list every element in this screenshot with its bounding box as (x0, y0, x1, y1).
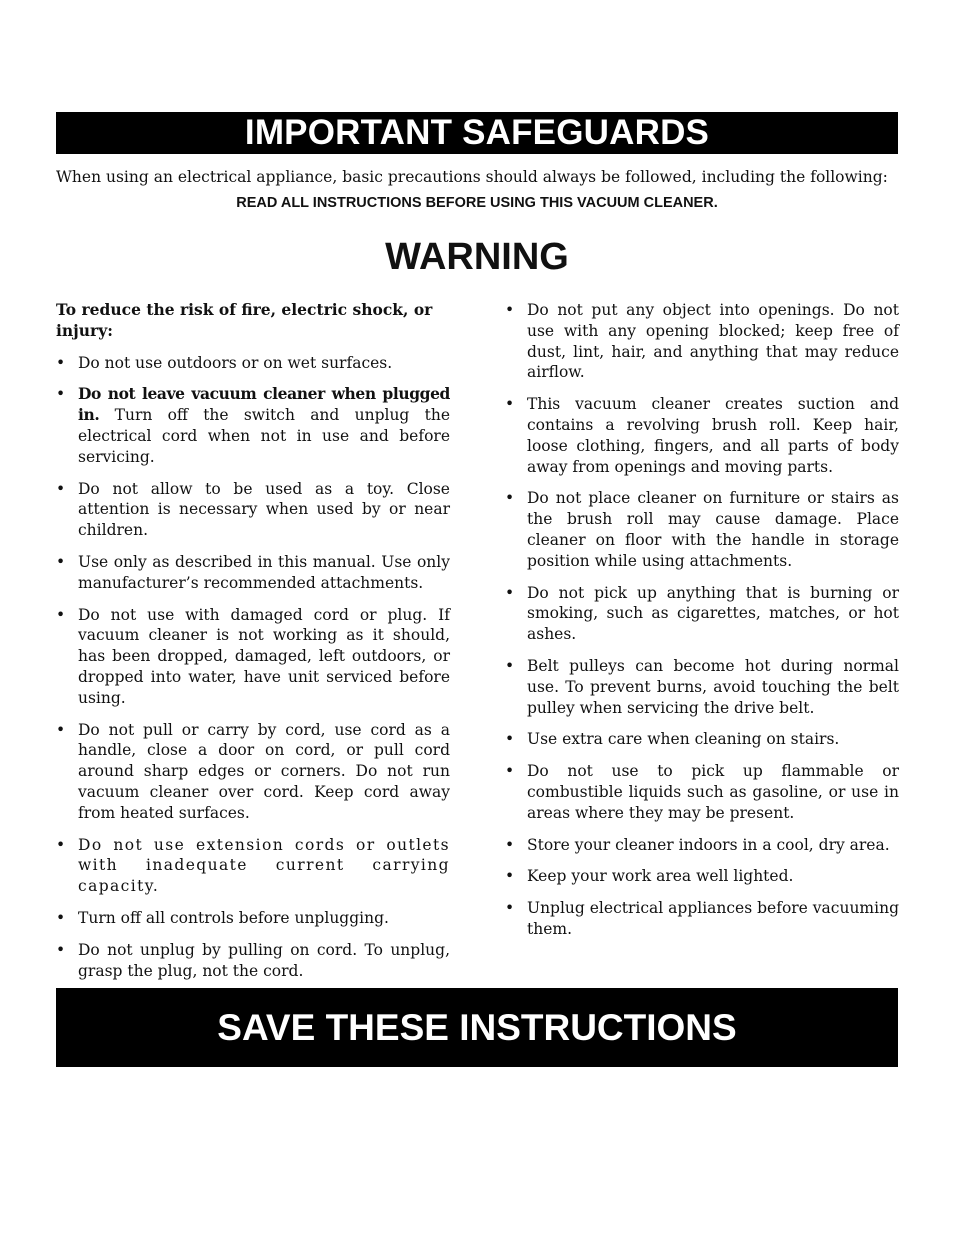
bullet-icon: • (505, 899, 515, 918)
item-bold-lead-in: Do not leave vacuum cleaner when plugged in. (78, 384, 450, 425)
important-safeguards-banner (56, 112, 898, 154)
save-instructions-title: SAVE THESE INSTRUCTIONS (217, 1007, 737, 1048)
item-text: Do not use to pick up flammable or combustible liquids such as gasoline, or use in areas where they may be present. (527, 762, 899, 822)
safety-list-item (505, 656, 899, 718)
item-text: Do not pick up anything that is burning or smoking, such as cigarettes, matches, or hot ashes. (527, 583, 899, 644)
item-text: Do not allow to be used as a toy. Close attention is necessary when used by or near children. (78, 479, 450, 540)
bullet-icon: • (56, 353, 66, 372)
safety-list-item (505, 866, 899, 887)
bullet-icon: • (505, 730, 515, 749)
warning-heading: WARNING (385, 236, 569, 278)
intro-text: When using an electrical appliance, basic precautions should always be followed, including the following: (56, 168, 888, 186)
item-text: This vacuum cleaner creates suction and contains a revolving brush roll. Keep hair, loose clothing, fingers, and all parts of body away from openings and moving parts. (527, 395, 899, 476)
safety-list-item (56, 720, 450, 824)
item-text: Unplug electrical appliances before vacuuming them. (527, 899, 899, 938)
bullet-icon: • (505, 489, 515, 508)
safety-list-item (505, 300, 899, 383)
safety-list-item (505, 394, 899, 477)
safety-list-item (505, 835, 899, 856)
bullet-icon: • (56, 908, 66, 927)
item-text: Use extra care when cleaning on stairs. (527, 730, 840, 749)
bullet-icon: • (56, 552, 66, 571)
read-all-instructions-notice: READ ALL INSTRUCTIONS BEFORE USING THIS VACUUM CLEANER. (236, 195, 718, 211)
safety-list-right (505, 300, 899, 940)
item-text: Turn off the switch and unplug the electrical cord when not in use and before servicing. (78, 406, 450, 466)
warning-lead-text: To reduce the risk of fire, electric shock, or injury: (56, 300, 433, 340)
item-text: Belt pulleys can become hot during normal use. To prevent burns, avoid touching the belt pulley when servicing the drive belt. (527, 656, 899, 717)
bullet-icon: • (505, 301, 515, 319)
item-text: Keep your work area well lighted. (527, 867, 794, 886)
safety-list-item (56, 940, 450, 982)
item-text: Use only as described in this manual. Use only manufacturer’s recommended attachments. (78, 552, 450, 592)
bullet-icon: • (56, 940, 66, 959)
bullet-icon: • (56, 385, 66, 404)
bullet-icon: • (505, 762, 515, 781)
safety-list-item (56, 384, 450, 467)
bullet-icon: • (56, 479, 66, 498)
bullet-icon: • (56, 605, 66, 624)
safety-list-item (505, 583, 899, 645)
bullet-icon: • (505, 867, 515, 886)
safety-list-item (56, 552, 450, 594)
safety-list-item (56, 605, 450, 709)
warning-column-left (56, 300, 450, 1045)
bullet-icon: • (505, 583, 515, 602)
safety-list-item (505, 488, 899, 571)
bullet-icon: • (56, 835, 66, 854)
bullet-icon: • (505, 656, 515, 675)
item-text: Do not pull or carry by cord, use cord as a handle, close a door on cord, or pull cord around sharp edges or corners. Do not run vacuum cleaner over cord. Keep cord away from heated surfaces. (78, 720, 450, 822)
item-text: Do not use with damaged cord or plug. If vacuum cleaner is not working as it should, has been dropped, damaged, left outdoors, or dropped into water, have unit serviced before using. (78, 605, 450, 707)
item-text: Do not unplug by pulling on cord. To unplug, grasp the plug, not the cord. (78, 940, 450, 980)
item-text: Store your cleaner indoors in a cool, dry area. (527, 835, 890, 854)
safety-list-item (56, 353, 450, 374)
safety-list-item (56, 479, 450, 541)
important-safeguards-title: IMPORTANT SAFEGUARDS (244, 113, 710, 152)
item-text: Turn off all controls before unplugging. (78, 908, 389, 927)
warning-column-right (505, 300, 899, 951)
bullet-icon: • (505, 395, 515, 414)
item-text: Do not put any object into openings. Do not use with any opening blocked; keep free of dust, lint, hair, and anything that may reduce airflow. (527, 301, 899, 382)
safety-list-item (505, 898, 899, 940)
item-text: Do not use outdoors or on wet surfaces. (78, 353, 393, 372)
safety-list-left (56, 353, 450, 1034)
item-text: Do not place cleaner on furniture or stairs as the brush roll may cause damage. Place cleaner on floor with the handle in storage position while using attachments. (527, 489, 899, 570)
safety-list-item (505, 761, 899, 823)
bullet-icon: • (56, 720, 66, 739)
safety-list-item (56, 835, 450, 897)
safety-list-item (56, 908, 450, 929)
bullet-icon: • (505, 835, 515, 854)
save-instructions-banner (56, 988, 898, 1067)
item-text: Do not use extension cords or outlets with inadequate current carrying capacity. (78, 835, 450, 896)
safety-list-item (505, 729, 899, 750)
